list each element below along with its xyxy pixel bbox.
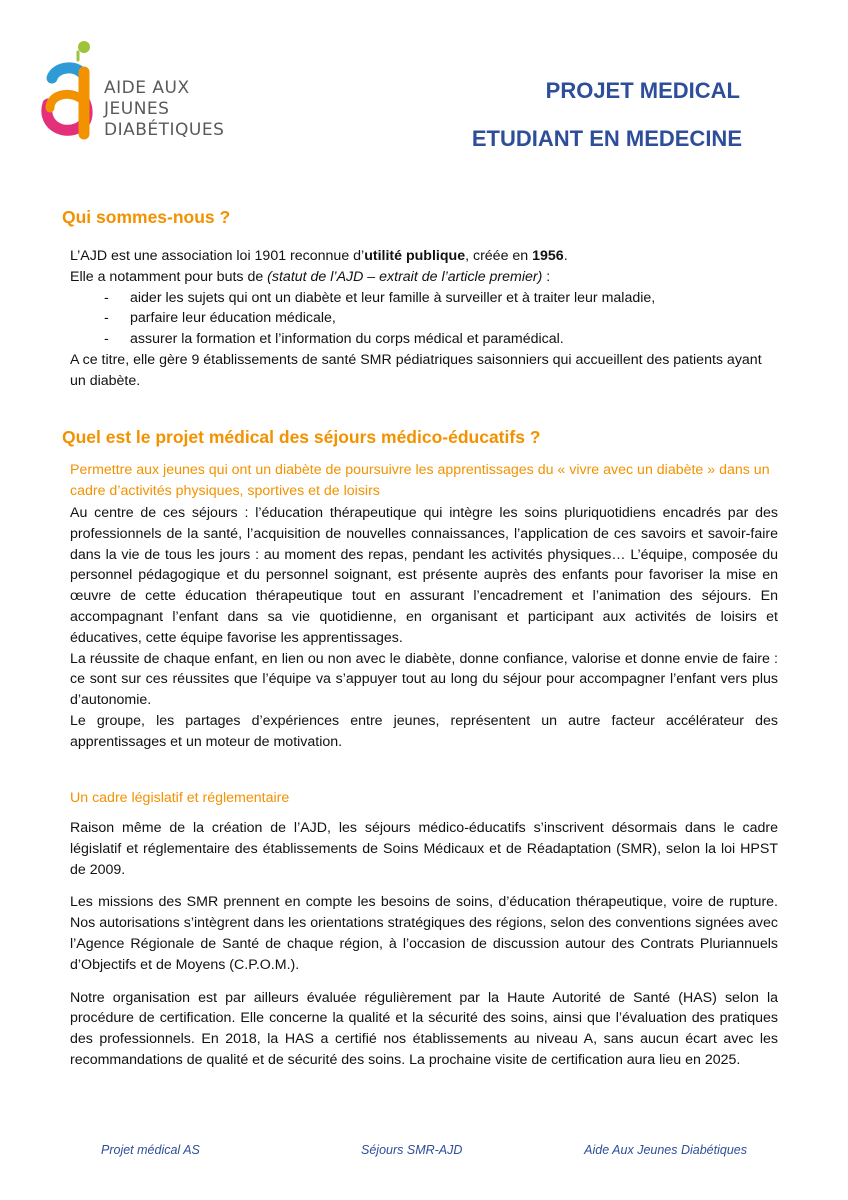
who-paragraph-3: A ce titre, elle gère 9 établissements de santé SMR pédiatriques saisonniers qui accueillent des patients ayant un diabète. [70, 351, 762, 389]
page-title: PROJET MEDICAL [545, 78, 740, 103]
legal-paragraph-2: Les missions des SMR prennent en compte les besoins de soins, d’éducation thérapeutique, voire de rupture. Nos autorisations s’intègrent dans les orientations stratégiques des régions, selon des conventions signées avec l’Agence Régionale de Santé de chaque région, à l’occasion de discussion autour des Contrats Pluriannuels d’Objectifs et de Moyens (C.P.O.M.). [70, 894, 778, 973]
ajd-logo-icon [38, 38, 102, 150]
legal-paragraph-1: Raison même de la création de l’AJD, les séjours médico-éducatifs s’inscrivent désormais dans le cadre législatif et réglementaire des établissements de Soins Médicaux et de Réadaptation (SMR), selon la loi HPST de 2009. [70, 820, 778, 878]
legal-paragraph-3: Notre organisation est par ailleurs évaluée régulièrement par la Haute Autorité de Santé (HAS) selon la procédure de certification. Elle concerne la qualité et la sécurité des soins, ainsi que l’évaluation des pratiques des professionnels. En 2018, la HAS a certifié nos établissements au niveau A, sans aucun écart avec les recommandations de qualité et de sécurité des soins. La prochaine visite de certification aura lieu en 2025. [70, 989, 778, 1068]
list-item: - aider les sujets qui ont un diabète et leur famille à surveiller et à traiter leur maladie, [104, 288, 778, 309]
logo-line-3: DIABÉTIQUES [104, 120, 225, 140]
project-subtitle: Permettre aux jeunes qui ont un diabète de poursuivre les apprentissages du « vivre avec un diabète » dans un cadre d’activités physiques, sportives et de loisirs [70, 462, 770, 499]
section-who [70, 246, 778, 392]
who-p1-text: L’AJD est une association loi 1901 reconnue d’ [70, 248, 365, 264]
logo-line-1: AIDE AUX [104, 78, 190, 98]
project-paragraph-2: La réussite de chaque enfant, en lien ou non avec le diabète, donne confiance, valorise et donne envie de faire : ce sont sur ces réussites que l’équipe va s’appuyer tout au long du séjour pour accompagner l’enfant vers plus d’autonomie. [70, 650, 778, 709]
project-paragraph-1: Au centre de ces séjours : l’éducation thérapeutique qui intègre les soins pluriquotidiens encadrés par des professionnels de la santé, l’acquisition de nouvelles connaissances, l’application de ces savoirs et savoir-faire dans la vie de tous les jours : au moment des repas, pendant les activités physiques… L’équipe, composée du personnel pédagogique et du personnel soignant, est présente auprès des enfants pour favoriser la mise en œuvre de cette éducation thérapeutique tout en assurant l’encadrement et l’animation des séjours. En accompagnant l’enfant dans sa vie quotidienne, en organisant et participant aux activités de loisirs et éducatives, cette équipe favorise les apprentissages. [70, 505, 778, 646]
list-item: - assurer la formation et l’information du corps médical et paramédical. [104, 329, 778, 350]
section-heading-legal: Un cadre législatif et réglementaire [70, 790, 290, 806]
who-p1-text-2: , créée en [465, 248, 533, 264]
section-legal [70, 818, 778, 1083]
who-p1-year: 1956 [532, 248, 564, 264]
section-heading-project: Quel est le projet médical des séjours médico-éducatifs ? [62, 427, 541, 447]
who-paragraph-2 [70, 267, 778, 288]
who-paragraph-1 [70, 246, 778, 267]
who-p1-bold: utilité publique [364, 248, 466, 264]
logo-text [104, 78, 224, 141]
footer-left: Projet médical AS [101, 1143, 200, 1157]
who-list [104, 288, 778, 350]
ajd-logo [38, 38, 238, 158]
list-item: - parfaire leur éducation médicale, [104, 308, 778, 329]
who-p1-end: . [563, 248, 568, 264]
page-subtitle: ETUDIANT EN MEDECINE [471, 126, 742, 151]
who-p2-italic: (statut de l’AJD – extrait de l’article premier) [267, 268, 543, 285]
who-p2-end: : [542, 268, 551, 285]
who-p2-text: Elle a notamment pour buts de [70, 268, 268, 285]
section-heading-who: Qui sommes-nous ? [62, 207, 231, 227]
footer-right: Aide Aux Jeunes Diabétiques [584, 1143, 747, 1157]
logo-line-2: JEUNES [104, 99, 170, 119]
project-paragraph-3: Le groupe, les partages d’expériences entre jeunes, représentent un autre facteur accélérateur des apprentissages et un moteur de motivation. [70, 712, 778, 750]
section-project [70, 503, 778, 753]
footer-center: Séjours SMR-AJD [361, 1143, 463, 1157]
